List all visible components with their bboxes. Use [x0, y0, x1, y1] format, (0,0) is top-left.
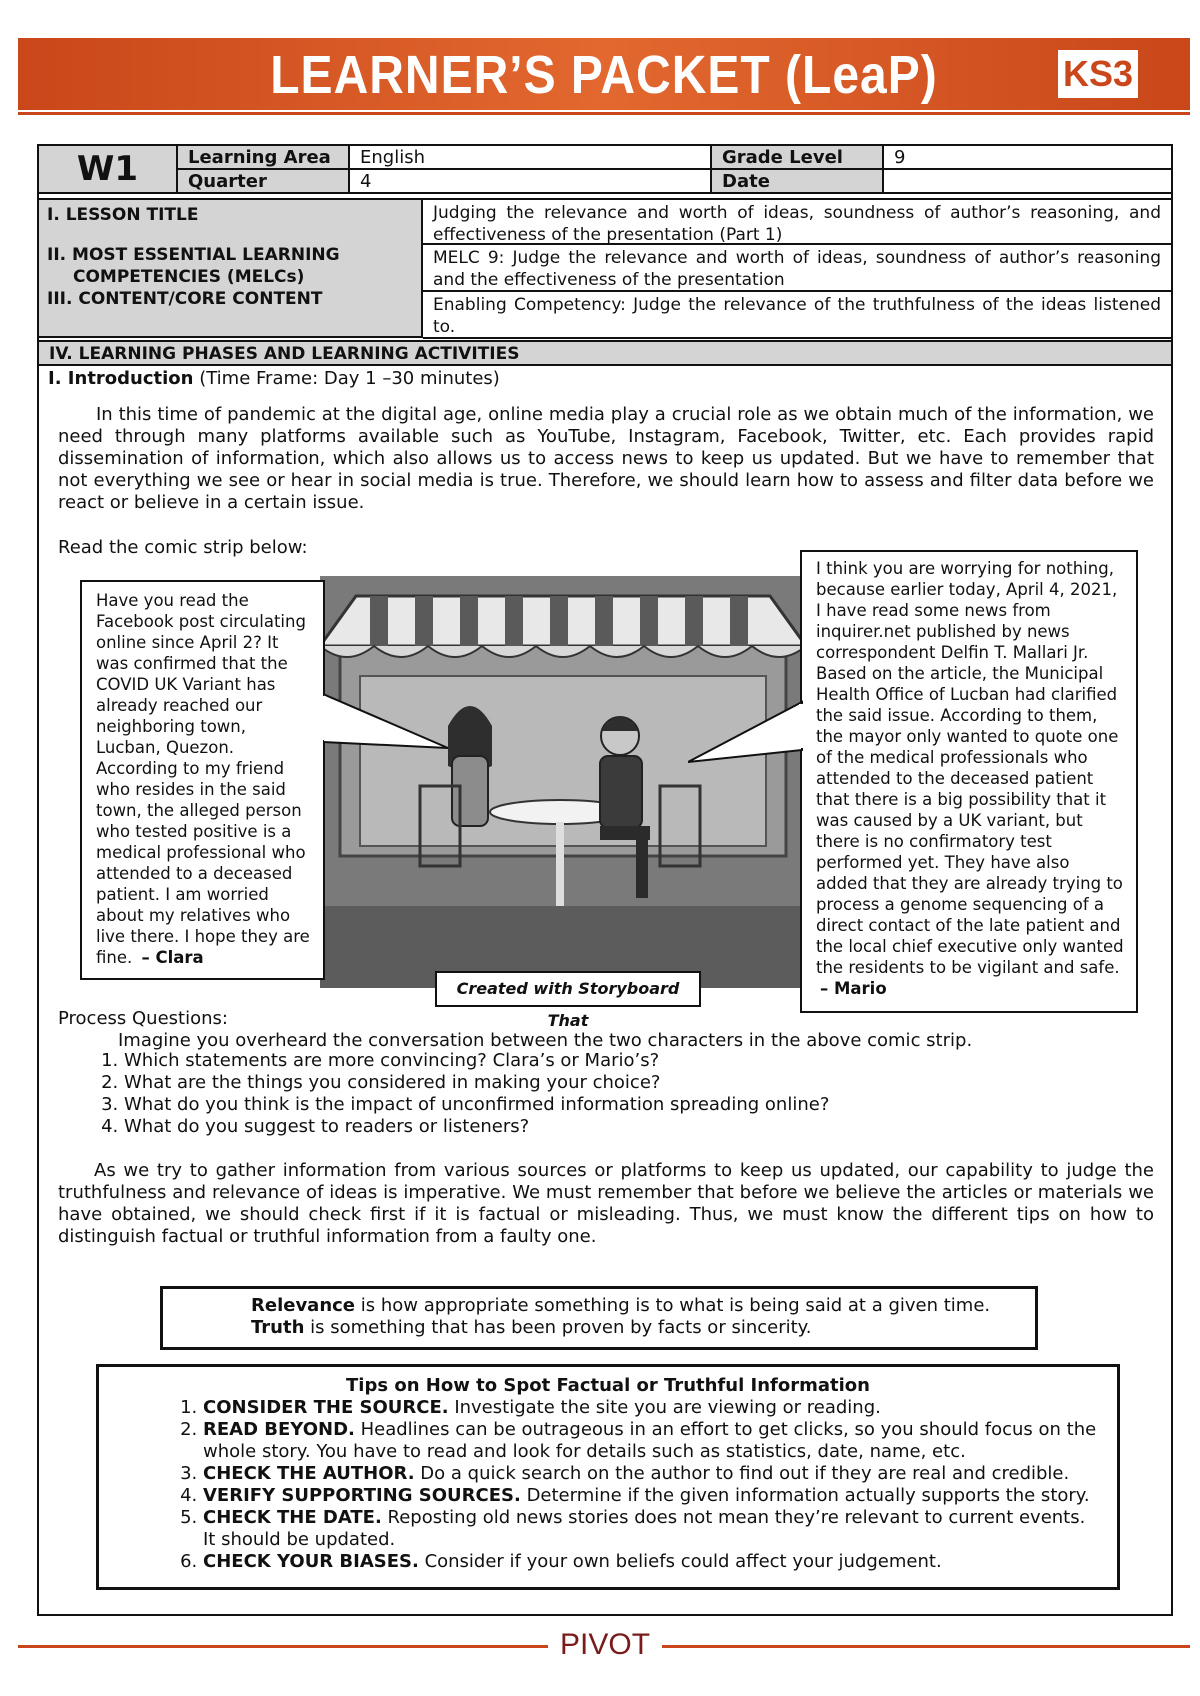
mario-signature: – Mario	[820, 979, 887, 998]
comic-illustration	[320, 576, 806, 988]
tips-box	[96, 1364, 1120, 1590]
quarter-value: 4	[349, 169, 711, 193]
speech-bubble-clara	[80, 580, 325, 980]
melc-text: MELC 9: Judge the relevance and worth of ideas, soundness of author’s reasoning and the effectiveness of the presentation	[423, 245, 1173, 292]
content-label: III. CONTENT/CORE CONTENT	[47, 289, 323, 309]
tip-item	[203, 1463, 1101, 1485]
grade-level-label: Grade Level	[711, 145, 883, 169]
intro-heading	[48, 368, 500, 389]
tips-title: Tips on How to Spot Factual or Truthful Information	[346, 1375, 870, 1396]
tip-body: Reposting old news stories does not mean they’re relevant to current events. It should be updated.	[203, 1507, 1086, 1550]
intro-title: I. Introduction	[48, 368, 194, 389]
relevance-term: Relevance	[251, 1295, 356, 1316]
header-table	[37, 144, 1173, 194]
header-banner	[18, 38, 1190, 110]
tip-heading: CONSIDER THE SOURCE.	[203, 1397, 449, 1418]
mario-bubble-tail	[688, 700, 804, 770]
question-item: 1. Which statements are more convincing? Clara’s or Mario’s?	[124, 1050, 1024, 1072]
intro-time-frame: (Time Frame: Day 1 –30 minutes)	[193, 368, 500, 389]
pivot-logo: PIVOT	[560, 1628, 651, 1661]
questions-intro: Imagine you overheard the conversation between the two characters in the above comic strip.	[118, 1030, 973, 1051]
relevance-definition	[251, 1295, 1035, 1317]
tip-heading: CHECK YOUR BIASES.	[203, 1551, 419, 1572]
lesson-title: Judging the relevance and worth of ideas, soundness of author’s reasoning, and effectiveness of the presentation (Part 1)	[423, 198, 1173, 245]
clara-signature: – Clara	[141, 948, 204, 967]
phases-heading: IV. LEARNING PHASES AND LEARNING ACTIVITIES	[37, 340, 1173, 366]
tip-body: Headlines can be outrageous in an effort to get clicks, so you should focus on the whole story. You have to read and look for details such as statistics, date, name, etc.	[203, 1419, 1097, 1462]
footer-line-left	[18, 1645, 548, 1648]
truth-text: is something that has been proven by facts or sincerity.	[304, 1317, 812, 1338]
tip-item	[203, 1419, 1101, 1463]
questions-title: Process Questions:	[58, 1008, 228, 1029]
grade-level-value: 9	[883, 145, 1172, 169]
truth-definition	[251, 1317, 1035, 1339]
lesson-title-label: I. LESSON TITLE	[47, 205, 199, 225]
tip-item	[203, 1551, 1101, 1573]
cafe-scene-image	[320, 576, 806, 988]
tip-heading: VERIFY SUPPORTING SOURCES.	[203, 1485, 521, 1506]
banner-title: LEARNER’S PACKET (LeaP)	[270, 45, 938, 106]
learning-area-value: English	[349, 145, 711, 169]
intro-paragraph: In this time of pandemic at the digital age, online media play a crucial role as we obtain much of the information, we need through many platforms available such as YouTube, Instagram, Facebook, Twitter, etc. Each provides rapid dissemination of information, which also allows us to access news to keep us updated. But we have to remember that not everything we see or hear in social media is true. Therefore, we should learn how to assess and filter data before we react or believe in a certain issue.	[58, 404, 1154, 513]
date-label: Date	[711, 169, 883, 193]
week-label: W1	[38, 145, 177, 193]
question-item: 3. What do you think is the impact of unconfirmed information spreading online?	[124, 1094, 1024, 1116]
date-value	[883, 169, 1172, 193]
tip-body: Do a quick search on the author to find out if they are real and credible.	[414, 1463, 1070, 1484]
tip-body: Determine if the given information actually supports the story.	[520, 1485, 1090, 1506]
footer-line-right	[662, 1645, 1190, 1648]
question-item: 4. What do you suggest to readers or listeners?	[124, 1116, 1024, 1138]
ks3-badge: KS3	[1058, 50, 1138, 98]
tip-item	[203, 1485, 1101, 1507]
tip-body: Consider if your own beliefs could affect your judgement.	[418, 1551, 942, 1572]
read-prompt: Read the comic strip below:	[58, 537, 308, 558]
tip-item	[203, 1507, 1101, 1551]
tip-heading: READ BEYOND.	[203, 1419, 355, 1440]
comic-credit: Created with Storyboard That	[435, 971, 701, 1007]
truth-term: Truth	[251, 1317, 305, 1338]
tip-heading: CHECK THE AUTHOR.	[203, 1463, 415, 1484]
body-paragraph-2: As we try to gather information from various sources or platforms to keep us updated, our capability to judge the truthfulness and relevance of ideas is imperative. We must remember that before we believe the articles or materials we have obtained, we should check first if it is factual or misleading. Thus, we must know the different tips on how to distinguish factual or truthful information from a faulty one.	[58, 1160, 1154, 1247]
tip-item	[203, 1397, 1101, 1419]
speech-bubble-mario	[800, 550, 1138, 1013]
mario-speech: I think you are worrying for nothing, because earlier today, April 4, 2021, I have read some news from inquirer.net published by news correspondent Delfin T. Mallari Jr. Based on the article, the Municipal Health Office of Lucban had clarified the said issue. According to them, the mayor only wanted to quote one of the medical professionals who attended to the deceased patient that there is a big possibility that it was caused by a UK variant, but there is no confirmatory test performed yet. They have also added that they are already trying to process a genome sequencing of a direct contact of the late patient and the local chief executive only wanted the residents to be vigilant and safe.	[816, 559, 1124, 977]
learning-area-label: Learning Area	[177, 145, 349, 169]
lesson-labels	[37, 198, 423, 338]
question-item: 2. What are the things you considered in making your choice?	[124, 1072, 1024, 1094]
relevance-text: is how appropriate something is to what is being said at a given time.	[355, 1295, 991, 1316]
clara-bubble-tail	[323, 690, 453, 750]
tip-body: Investigate the site you are viewing or reading.	[448, 1397, 881, 1418]
clara-speech: Have you read the Facebook post circulating online since April 2? It was confirmed that the COVID UK Variant has already reached our neighboring town, Lucban, Quezon. According to my friend who resides in the said town, the alleged person who tested positive is a medical professional who attended to a deceased patient. I am worried about my relatives who live there. I hope they are fine.	[96, 591, 310, 967]
lesson-values	[423, 198, 1173, 339]
melc-label: II. MOST ESSENTIAL LEARNING	[47, 245, 340, 265]
tips-list	[115, 1397, 1101, 1573]
quarter-label: Quarter	[177, 169, 349, 193]
banner-underline	[18, 112, 1190, 115]
melc-label-2: COMPETENCIES (MELCs)	[73, 267, 305, 287]
questions-list	[78, 1050, 1024, 1138]
content-text: Enabling Competency: Judge the relevance of the truthfulness of the ideas listened to.	[423, 292, 1173, 339]
definitions-box	[160, 1286, 1038, 1350]
tip-heading: CHECK THE DATE.	[203, 1507, 382, 1528]
